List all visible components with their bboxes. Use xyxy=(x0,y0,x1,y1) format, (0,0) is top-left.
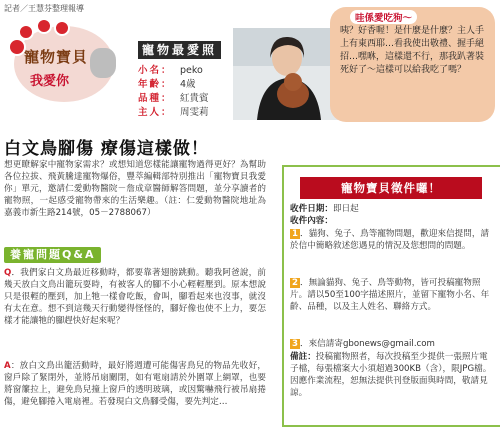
profile-value: peko xyxy=(180,65,203,76)
recruit-note-key: 備註： xyxy=(290,352,316,362)
speech-title: 哇係愛吃狗～ xyxy=(350,10,417,24)
profile-value: 4歲 xyxy=(180,79,196,90)
profile-row-owner xyxy=(138,106,209,120)
question-mark-label: Q xyxy=(4,268,12,278)
item-text: ．無論貓狗、兔子、鳥等動物，皆可投稿寵物照片。請以50至100字描述照片，並留下寵物小名、年齡、品種，以及主人姓名、聯絡方式。 xyxy=(290,278,490,312)
paw-icon xyxy=(54,20,70,36)
article-headline: 白文鳥腳傷 療傷這樣做！ xyxy=(4,139,209,159)
item-number-badge: 3 xyxy=(292,339,298,349)
answer-text: ：放白文鳥出籠活動時，最好將週遭可能傷害鳥兒的物品先收好，窗戶除了緊閉外，並將吊扇關閉，如有電扇請於外圍罩上網罩，也要將窗簾拉上，避免鳥兒撞上窗戶的透明玻璃，或因驚嚇飛行被吊扇捲傷，避免腳捲入電扇裡。若發現白文鳥腳受傷，要先判定… xyxy=(4,361,266,407)
recruit-date xyxy=(290,204,495,216)
article-intro: 想更瞭解家中寵物家需求？或想知道您樣能讓寵物過得更好？為幫助各位拉拔、飛黃騰達寵物爆俗，豐萃編輯部特別推出「寵物寶貝我愛你」單元，邀請仁愛動物醫院－詹成章醫師解答問題，並分享讀者的寵物照，一起感受寵物帶來的生活樂趣。（註：仁愛動物醫院地址為嘉義市新生路214號，05－2788067） xyxy=(4,160,266,218)
recruit-date-value: 即日起 xyxy=(332,204,359,214)
question-text: ．我們家白文鳥最近移動時，都要靠著翅膀跳動。聽我阿爸說，前幾天放白文鳥出籠玩耍時，有被客人的腳不小心輕輕壓到。原本想說只是很輕的壓到，加上牠一樣會吃飯，會叫，腳看起來也沒事，就沒有太在意。想不到這幾天行動變得怪怪的，腳好像也使不上力，要怎樣才能讓牠的腳趕快好起來呢？ xyxy=(4,268,266,326)
dog-illustration-icon xyxy=(90,48,116,78)
profile-key: 年齡： xyxy=(138,79,173,90)
profile-key: 小名： xyxy=(138,65,173,76)
profile-title: 寵物最愛照 xyxy=(138,41,221,59)
recruit-date-key: 收件日期： xyxy=(290,204,333,214)
paw-icon xyxy=(18,24,34,40)
recruit-header: 寵物寶貝徵件囉！ xyxy=(300,177,482,199)
recruit-item xyxy=(290,229,495,253)
profile-value: 周雯莉 xyxy=(180,107,209,118)
item-number-badge: 2 xyxy=(292,278,298,288)
recruit-note-value: 投稿寵物照者，每次投稿至少提供一張照片電子檔，每張檔案大小須超過300KB（含），限JPG檔。因應作業流程，恕無法提供刊登版面與時間，敬請見諒。 xyxy=(290,352,492,398)
qa-answer xyxy=(4,360,266,408)
qa-question xyxy=(4,267,266,327)
recruit-content-label: 收件內容： xyxy=(290,216,333,226)
profile-row-age xyxy=(138,78,196,92)
qa-section-title: 養寵問題Q&A xyxy=(4,247,101,263)
credit-line: 記者／王慧芬整理報導 xyxy=(4,4,84,13)
badge-title: 寵物寶貝 xyxy=(24,48,89,66)
section-badge xyxy=(4,18,122,106)
answer-mark-label: A xyxy=(4,361,11,371)
speech-text: 咦？好香喔！是什麼是什麼？主人手上有東西耶…看我使出敬禮、握手絕招…嘿咻，這樣還不行，那我趴著裝死好了～這樣可以給我吃了嗎？ xyxy=(340,26,485,75)
recruit-note xyxy=(290,352,495,400)
paw-icon xyxy=(36,18,52,34)
item-number-badge: 1 xyxy=(292,229,298,239)
profile-key: 品種： xyxy=(138,93,173,104)
profile-row-name xyxy=(138,64,203,78)
profile-row-breed xyxy=(138,92,209,106)
recruit-item xyxy=(290,278,495,314)
recruit-item xyxy=(290,339,495,351)
recruit-content-key xyxy=(290,216,495,228)
profile-key: 主人： xyxy=(138,107,173,118)
item-text: ．貓狗、兔子、鳥等寵物問題，歡迎來信提問，請於信中簡略敘述您遇見的情況及您想問的問題。 xyxy=(290,229,490,251)
badge-subtitle: 我愛你 xyxy=(30,74,70,89)
profile-value: 紅貴賓 xyxy=(180,93,209,104)
item-text: ．來信請寄gbonews@gmail.com xyxy=(299,339,435,349)
